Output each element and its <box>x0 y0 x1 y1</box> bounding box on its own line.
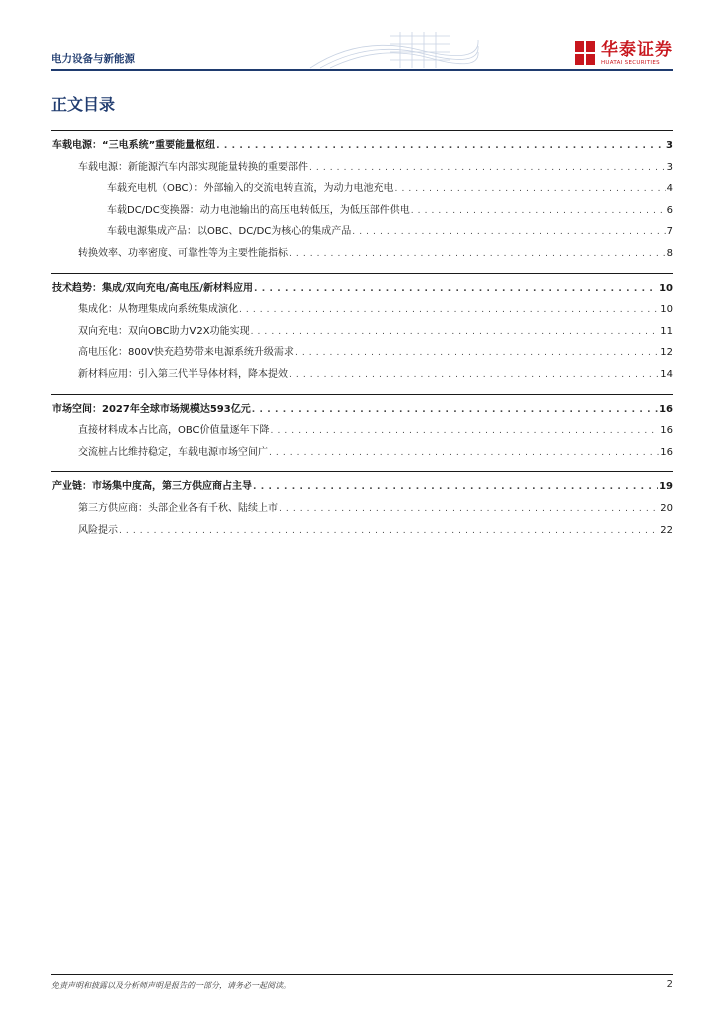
toc-leader-dots <box>279 499 659 521</box>
toc-chapter <box>51 471 673 541</box>
toc-chapter <box>51 273 673 386</box>
toc-entry-page: 3 <box>666 140 673 151</box>
toc-entry-page: 6 <box>666 204 673 216</box>
toc-entry-page: 16 <box>659 403 673 415</box>
toc-leader-dots <box>216 136 665 158</box>
toc-entry-page: 19 <box>659 481 673 493</box>
toc-chapter-heading[interactable] <box>51 278 673 300</box>
toc-subsection-entry[interactable] <box>51 178 673 200</box>
toc-leader-dots <box>411 201 666 223</box>
toc-leader-dots <box>269 443 659 465</box>
toc-chapter-heading[interactable] <box>51 476 673 498</box>
toc-entry-page: 8 <box>666 247 673 259</box>
toc-entry-title: 交流桩占比维持稳定，车载电源市场空间广 <box>78 446 268 458</box>
toc-leader-dots <box>251 322 660 344</box>
toc-section-entry[interactable] <box>51 299 673 321</box>
toc-leader-dots <box>289 244 666 266</box>
toc-leader-dots <box>289 365 659 387</box>
toc-entry-title: 车载电源集成产品：以OBC、DC/DC为核心的集成产品 <box>107 226 352 238</box>
toc-entry-page: 16 <box>660 425 673 437</box>
toc-subsection-entry[interactable] <box>51 221 673 243</box>
toc-leader-dots <box>239 300 659 322</box>
toc-entry-title: 产业链：市场集中度高，第三方供应商占主导 <box>52 481 252 493</box>
logo-chinese-name: 华泰证券 <box>601 39 673 60</box>
toc-entry-title: 集成化：从物理集成向系统集成演化 <box>78 304 238 316</box>
toc-entry-title: 第三方供应商：头部企业各有千秋、陆续上市 <box>78 502 278 514</box>
toc-leader-dots <box>271 421 660 443</box>
toc-entry-title: 车载DC/DC变换器：动力电池输出的高压电转低压，为低压部件供电 <box>107 204 410 216</box>
toc-section-entry[interactable] <box>51 442 673 464</box>
toc-entry-page: 10 <box>660 304 673 316</box>
toc-entry-page: 4 <box>666 183 673 195</box>
toc-title: 正文目录 <box>51 95 116 114</box>
toc-section-entry[interactable] <box>51 157 673 179</box>
toc-entry-title: 车载充电机（OBC）：外部输入的交流电转直流，为动力电池充电 <box>107 183 394 195</box>
footer-divider <box>51 974 673 975</box>
toc-leader-dots <box>253 477 658 499</box>
header-decoration-graphic <box>300 30 480 70</box>
toc-leader-dots <box>352 222 665 244</box>
toc-section-entry[interactable] <box>51 321 673 343</box>
toc-entry-page: 20 <box>660 502 673 514</box>
header-section-name: 电力设备与新能源 <box>51 53 135 65</box>
toc-section-entry[interactable] <box>51 420 673 442</box>
toc-section-entry[interactable] <box>51 342 673 364</box>
toc-entry-page: 7 <box>666 226 673 238</box>
page-number: 2 <box>666 979 673 990</box>
toc-leader-dots <box>295 343 659 365</box>
toc-entry-title: 风险提示 <box>78 524 118 536</box>
toc-entry-page: 22 <box>660 524 673 536</box>
huatai-logo <box>573 38 673 68</box>
footer-disclaimer: 免责声明和披露以及分析师声明是报告的一部分，请务必一起阅读。 <box>51 981 291 990</box>
toc-section-entry[interactable] <box>51 364 673 386</box>
toc-leader-dots <box>119 521 659 543</box>
logo-english-name: HUATAI SECURITIES <box>601 59 660 66</box>
toc-chapter <box>51 394 673 464</box>
toc-entry-page: 3 <box>666 161 673 173</box>
toc-subsection-entry[interactable] <box>51 200 673 222</box>
toc-chapter <box>51 130 673 265</box>
toc-section-entry[interactable] <box>51 520 673 542</box>
toc-section-entry[interactable] <box>51 243 673 265</box>
toc-entry-page: 12 <box>660 347 673 359</box>
toc-entry-title: 市场空间：2027年全球市场规模达593亿元 <box>52 403 251 415</box>
toc-entry-page: 10 <box>659 282 673 294</box>
toc-entry-page: 11 <box>660 325 673 337</box>
toc-entry-title: 新材料应用：引入第三代半导体材料，降本提效 <box>78 368 288 380</box>
toc-chapter-heading[interactable] <box>51 399 673 421</box>
toc-leader-dots <box>254 279 658 301</box>
table-of-contents <box>51 130 673 541</box>
toc-entry-page: 14 <box>660 368 673 380</box>
toc-entry-page: 16 <box>660 446 673 458</box>
toc-entry-title: 直接材料成本占比高，OBC价值量逐年下降 <box>78 425 270 437</box>
toc-entry-title: 车载电源：新能源汽车内部实现能量转换的重要部件 <box>78 161 308 173</box>
toc-entry-title: 转换效率、功率密度、可靠性等为主要性能指标 <box>78 247 288 259</box>
toc-chapter-heading[interactable] <box>51 135 673 157</box>
toc-entry-title: 高电压化：800V快充趋势带来电源系统升级需求 <box>78 347 294 359</box>
header-divider <box>51 69 673 71</box>
toc-entry-title: 双向充电：双向OBC助力V2X功能实现 <box>78 325 250 337</box>
toc-entry-title: 技术趋势：集成/双向充电/高电压/新材料应用 <box>52 282 253 294</box>
toc-leader-dots <box>395 179 666 201</box>
toc-section-entry[interactable] <box>51 498 673 520</box>
toc-entry-title: 车载电源：“三电系统”重要能量枢纽 <box>52 140 216 151</box>
toc-leader-dots <box>309 158 666 180</box>
huatai-logo-icon <box>573 39 597 67</box>
toc-leader-dots <box>252 400 658 422</box>
